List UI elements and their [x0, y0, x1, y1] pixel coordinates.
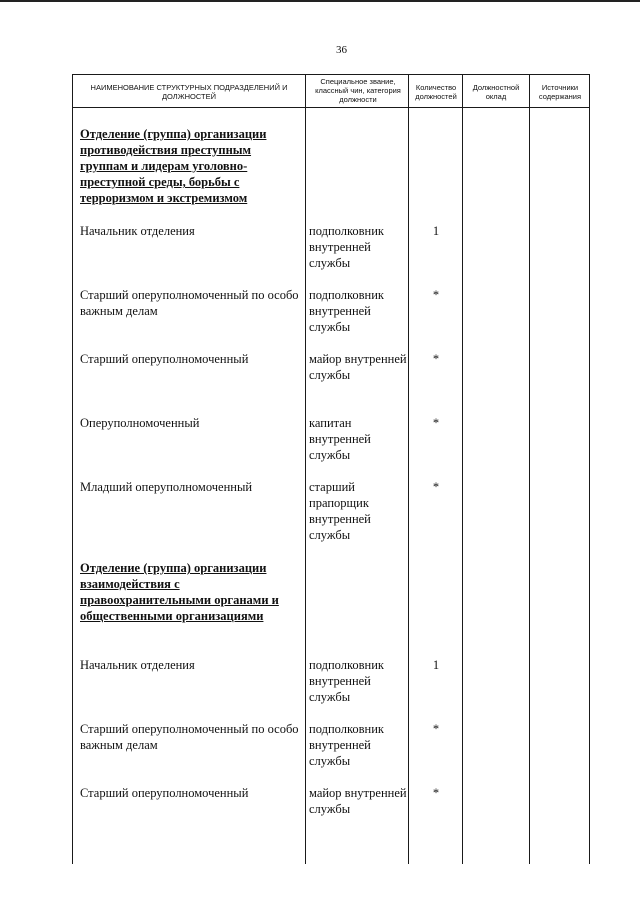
position-rank: майор внутренней службы	[309, 786, 407, 816]
position-quantity: *	[432, 416, 440, 430]
position-name: Оперуполномоченный	[80, 416, 200, 430]
position-rank: подполковник внутренней службы	[309, 658, 384, 704]
position-name: Начальник отделения	[80, 224, 195, 238]
position-name: Старший оперуполномоченный	[80, 786, 249, 800]
column-divider	[529, 74, 530, 864]
header-source: Источники содержания	[538, 83, 582, 101]
header-quantity: Количество должностей	[415, 83, 457, 101]
column-divider	[462, 74, 463, 864]
header-rank: Специальное звание, классный чин, категория должности	[315, 77, 401, 104]
position-name: Начальник отделения	[80, 658, 195, 672]
position-rank: майор внутренней службы	[309, 352, 407, 382]
position-quantity: 1	[432, 224, 440, 238]
position-quantity: 1	[432, 658, 440, 672]
position-rank: капитан внутренней службы	[309, 416, 371, 462]
position-quantity: *	[432, 288, 440, 302]
position-quantity: *	[432, 786, 440, 800]
top-border-line	[0, 0, 640, 2]
position-quantity: *	[432, 352, 440, 366]
header-name: НАИМЕНОВАНИЕ СТРУКТУРНЫХ ПОДРАЗДЕЛЕНИЙ И ДОЛЖНОСТЕЙ	[90, 83, 288, 101]
position-name: Старший оперуполномоченный	[80, 352, 249, 366]
section-title: Отделение (группа) организации противодействия преступным группам и лидерам уголовно-преступной среды, борьбы с терроризмом и экстремизмом	[80, 127, 267, 205]
column-divider	[589, 74, 590, 864]
position-quantity: *	[432, 480, 440, 494]
position-rank: старший прапорщик внутренней службы	[309, 480, 371, 542]
position-name: Старший оперуполномоченный по особо важным делам	[80, 722, 299, 752]
position-rank: подполковник внутренней службы	[309, 722, 384, 768]
header-bottom-rule	[72, 107, 590, 108]
section-title: Отделение (группа) организации взаимодействия с правоохранительными органами и общественными организациями	[80, 561, 279, 623]
header-salary: Должностной оклад	[472, 83, 520, 101]
header-top-rule	[72, 74, 590, 75]
column-divider	[305, 74, 306, 864]
position-rank: подполковник внутренней службы	[309, 224, 384, 270]
position-quantity: *	[432, 722, 440, 736]
position-rank: подполковник внутренней службы	[309, 288, 384, 334]
position-name: Младший оперуполномоченный	[80, 480, 253, 494]
column-divider	[72, 74, 73, 864]
staff-table	[72, 74, 590, 864]
page-number: 36	[336, 44, 347, 56]
position-name: Старший оперуполномоченный по особо важным делам	[80, 288, 299, 318]
